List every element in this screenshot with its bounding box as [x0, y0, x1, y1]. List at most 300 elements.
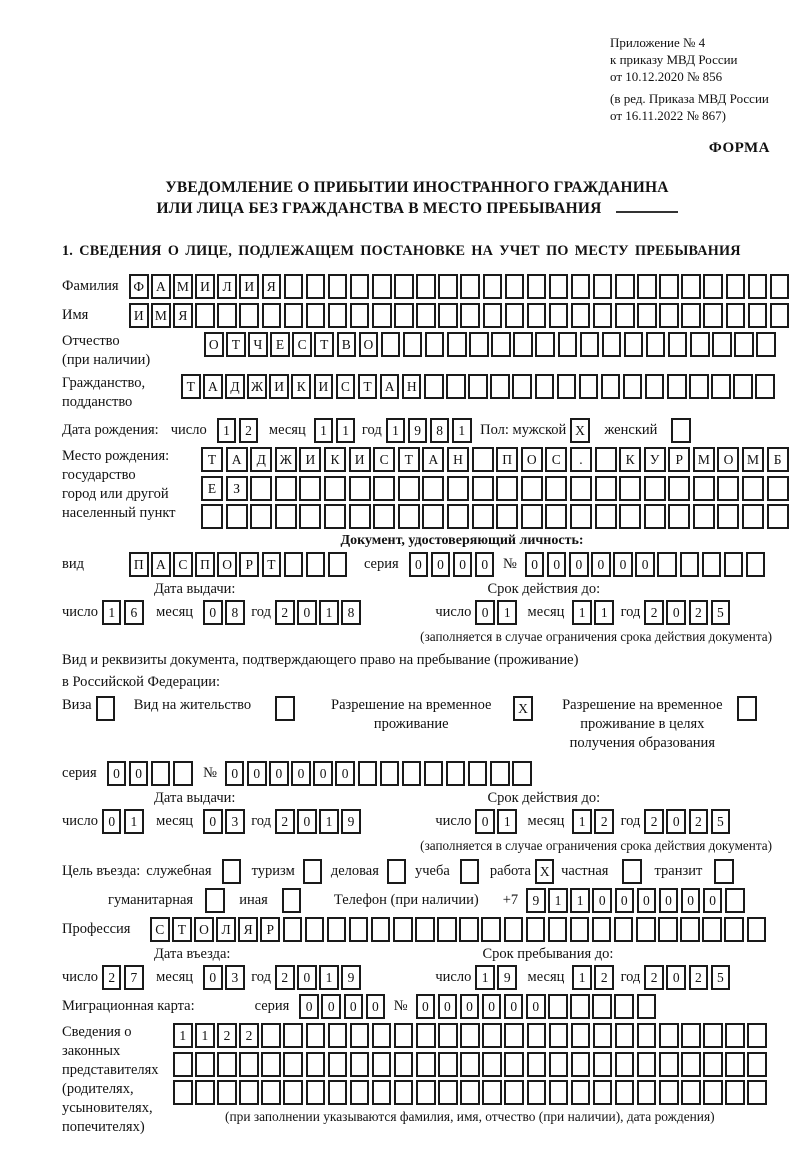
- char-box[interactable]: [712, 332, 732, 357]
- char-box[interactable]: [460, 1052, 480, 1077]
- char-box[interactable]: 2: [689, 809, 709, 834]
- char-box[interactable]: [350, 303, 370, 328]
- char-box[interactable]: [239, 303, 259, 328]
- char-box[interactable]: [261, 1052, 281, 1077]
- char-box[interactable]: [671, 418, 691, 443]
- char-box[interactable]: [305, 917, 325, 942]
- char-box[interactable]: [472, 504, 494, 529]
- char-box[interactable]: [593, 303, 613, 328]
- char-box[interactable]: Я: [238, 917, 258, 942]
- char-box[interactable]: [482, 1052, 502, 1077]
- char-box[interactable]: Т: [314, 332, 334, 357]
- char-box[interactable]: [570, 994, 590, 1019]
- char-box[interactable]: 0: [613, 552, 633, 577]
- char-box[interactable]: 5: [711, 965, 731, 990]
- char-box[interactable]: [680, 552, 700, 577]
- char-box[interactable]: [217, 1080, 237, 1105]
- char-box[interactable]: [636, 917, 656, 942]
- char-box[interactable]: [767, 504, 789, 529]
- char-box[interactable]: [328, 1080, 348, 1105]
- char-box[interactable]: 0: [666, 965, 686, 990]
- char-box[interactable]: [394, 1052, 414, 1077]
- char-box[interactable]: [571, 1052, 591, 1077]
- char-box[interactable]: 2: [689, 965, 709, 990]
- char-box[interactable]: [614, 994, 634, 1019]
- char-box[interactable]: [306, 1052, 326, 1077]
- char-box[interactable]: [283, 1023, 303, 1048]
- char-box[interactable]: У: [644, 447, 666, 472]
- char-box[interactable]: [328, 303, 348, 328]
- char-box[interactable]: [624, 332, 644, 357]
- char-box[interactable]: 2: [594, 809, 614, 834]
- char-box[interactable]: [717, 476, 739, 501]
- char-box[interactable]: 0: [460, 994, 480, 1019]
- char-box[interactable]: [459, 917, 479, 942]
- char-box[interactable]: [394, 274, 414, 299]
- char-box[interactable]: [693, 476, 715, 501]
- char-box[interactable]: [504, 917, 524, 942]
- char-box[interactable]: 3: [225, 809, 245, 834]
- char-box[interactable]: [645, 374, 665, 399]
- char-box[interactable]: [637, 274, 657, 299]
- char-box[interactable]: Ч: [248, 332, 268, 357]
- char-box[interactable]: [275, 696, 295, 721]
- char-box[interactable]: [690, 332, 710, 357]
- char-box[interactable]: [222, 859, 242, 884]
- char-box[interactable]: [658, 917, 678, 942]
- char-box[interactable]: [614, 917, 634, 942]
- char-box[interactable]: 9: [341, 965, 361, 990]
- char-box[interactable]: 9: [408, 418, 428, 443]
- char-box[interactable]: 1: [548, 888, 568, 913]
- char-box[interactable]: 2: [102, 965, 122, 990]
- char-box[interactable]: [737, 696, 757, 721]
- char-box[interactable]: [747, 1023, 767, 1048]
- char-box[interactable]: 1: [570, 888, 590, 913]
- char-box[interactable]: 0: [438, 994, 458, 1019]
- char-box[interactable]: [535, 332, 555, 357]
- char-box[interactable]: 0: [416, 994, 436, 1019]
- char-box[interactable]: 0: [475, 552, 495, 577]
- char-box[interactable]: [579, 374, 599, 399]
- char-box[interactable]: 0: [129, 761, 149, 786]
- char-box[interactable]: [767, 476, 789, 501]
- char-box[interactable]: [549, 1080, 569, 1105]
- char-box[interactable]: З: [226, 476, 248, 501]
- char-box[interactable]: К: [291, 374, 311, 399]
- char-box[interactable]: [422, 476, 444, 501]
- char-box[interactable]: 1: [124, 809, 144, 834]
- char-box[interactable]: В: [337, 332, 357, 357]
- char-box[interactable]: [460, 1023, 480, 1048]
- char-box[interactable]: [460, 274, 480, 299]
- char-box[interactable]: 1: [452, 418, 472, 443]
- char-box[interactable]: [521, 504, 543, 529]
- char-box[interactable]: 0: [291, 761, 311, 786]
- char-box[interactable]: [398, 504, 420, 529]
- char-box[interactable]: [726, 303, 746, 328]
- char-box[interactable]: [460, 1080, 480, 1105]
- char-box[interactable]: И: [195, 274, 215, 299]
- char-box[interactable]: С: [545, 447, 567, 472]
- char-box[interactable]: [358, 761, 378, 786]
- char-box[interactable]: [372, 1023, 392, 1048]
- char-box[interactable]: [371, 917, 391, 942]
- char-box[interactable]: 0: [247, 761, 267, 786]
- char-box[interactable]: [195, 303, 215, 328]
- char-box[interactable]: [693, 504, 715, 529]
- char-box[interactable]: [527, 1023, 547, 1048]
- char-box[interactable]: [571, 1080, 591, 1105]
- char-box[interactable]: О: [217, 552, 237, 577]
- char-box[interactable]: [637, 303, 657, 328]
- char-box[interactable]: 0: [666, 809, 686, 834]
- char-box[interactable]: 0: [225, 761, 245, 786]
- char-box[interactable]: [96, 696, 116, 721]
- char-box[interactable]: 1: [319, 809, 339, 834]
- char-box[interactable]: А: [422, 447, 444, 472]
- char-box[interactable]: [615, 1080, 635, 1105]
- char-box[interactable]: А: [151, 274, 171, 299]
- char-box[interactable]: [725, 1023, 745, 1048]
- char-box[interactable]: [299, 476, 321, 501]
- char-box[interactable]: [681, 303, 701, 328]
- char-box[interactable]: [438, 1023, 458, 1048]
- char-box[interactable]: [659, 303, 679, 328]
- char-box[interactable]: О: [717, 447, 739, 472]
- char-box[interactable]: [446, 374, 466, 399]
- char-box[interactable]: [545, 504, 567, 529]
- char-box[interactable]: 2: [644, 965, 664, 990]
- char-box[interactable]: Т: [172, 917, 192, 942]
- char-box[interactable]: [742, 476, 764, 501]
- char-box[interactable]: [394, 1023, 414, 1048]
- char-box[interactable]: [350, 1052, 370, 1077]
- char-box[interactable]: 2: [275, 600, 295, 625]
- char-box[interactable]: [659, 1023, 679, 1048]
- char-box[interactable]: 0: [344, 994, 364, 1019]
- char-box[interactable]: [748, 274, 768, 299]
- char-box[interactable]: 1: [314, 418, 334, 443]
- char-box[interactable]: [306, 1080, 326, 1105]
- char-box[interactable]: [549, 303, 569, 328]
- char-box[interactable]: [283, 917, 303, 942]
- char-box[interactable]: [615, 274, 635, 299]
- char-box[interactable]: [460, 303, 480, 328]
- char-box[interactable]: [748, 303, 768, 328]
- char-box[interactable]: [659, 1080, 679, 1105]
- char-box[interactable]: О: [359, 332, 379, 357]
- char-box[interactable]: 2: [217, 1023, 237, 1048]
- char-box[interactable]: [644, 476, 666, 501]
- char-box[interactable]: 2: [644, 600, 664, 625]
- char-box[interactable]: [570, 504, 592, 529]
- char-box[interactable]: Б: [767, 447, 789, 472]
- char-box[interactable]: [571, 303, 591, 328]
- char-box[interactable]: 0: [297, 965, 317, 990]
- char-box[interactable]: С: [336, 374, 356, 399]
- char-box[interactable]: И: [299, 447, 321, 472]
- char-box[interactable]: А: [226, 447, 248, 472]
- char-box[interactable]: [747, 1080, 767, 1105]
- char-box[interactable]: [373, 476, 395, 501]
- char-box[interactable]: [483, 303, 503, 328]
- char-box[interactable]: Е: [201, 476, 223, 501]
- char-box[interactable]: 1: [572, 965, 592, 990]
- char-box[interactable]: [261, 1080, 281, 1105]
- char-box[interactable]: [580, 332, 600, 357]
- char-box[interactable]: Л: [217, 274, 237, 299]
- char-box[interactable]: [548, 994, 568, 1019]
- char-box[interactable]: 0: [504, 994, 524, 1019]
- char-box[interactable]: [770, 274, 790, 299]
- char-box[interactable]: Р: [668, 447, 690, 472]
- char-box[interactable]: [226, 504, 248, 529]
- char-box[interactable]: [262, 303, 282, 328]
- char-box[interactable]: С: [292, 332, 312, 357]
- char-box[interactable]: 8: [341, 600, 361, 625]
- char-box[interactable]: [349, 476, 371, 501]
- char-box[interactable]: [416, 1080, 436, 1105]
- char-box[interactable]: [725, 888, 745, 913]
- char-box[interactable]: [415, 917, 435, 942]
- char-box[interactable]: 1: [572, 809, 592, 834]
- char-box[interactable]: Д: [225, 374, 245, 399]
- char-box[interactable]: 0: [666, 600, 686, 625]
- char-box[interactable]: [593, 1052, 613, 1077]
- char-box[interactable]: С: [173, 552, 193, 577]
- char-box[interactable]: [299, 504, 321, 529]
- char-box[interactable]: [328, 1052, 348, 1077]
- char-box[interactable]: [521, 476, 543, 501]
- char-box[interactable]: [373, 504, 395, 529]
- char-box[interactable]: [622, 859, 642, 884]
- char-box[interactable]: А: [203, 374, 223, 399]
- char-box[interactable]: [201, 504, 223, 529]
- char-box[interactable]: [571, 274, 591, 299]
- char-box[interactable]: [250, 476, 272, 501]
- char-box[interactable]: 8: [225, 600, 245, 625]
- char-box[interactable]: [742, 504, 764, 529]
- char-box[interactable]: [283, 1052, 303, 1077]
- char-box[interactable]: 0: [107, 761, 127, 786]
- char-box[interactable]: [681, 1080, 701, 1105]
- char-box[interactable]: [637, 994, 657, 1019]
- char-box[interactable]: Ж: [275, 447, 297, 472]
- char-box[interactable]: [646, 332, 666, 357]
- char-box[interactable]: [173, 1052, 193, 1077]
- char-box[interactable]: 2: [275, 809, 295, 834]
- char-box[interactable]: [416, 274, 436, 299]
- char-box[interactable]: [593, 274, 613, 299]
- char-box[interactable]: [615, 303, 635, 328]
- char-box[interactable]: [619, 504, 641, 529]
- char-box[interactable]: 1: [594, 600, 614, 625]
- char-box[interactable]: [328, 1023, 348, 1048]
- char-box[interactable]: Н: [402, 374, 422, 399]
- char-box[interactable]: [659, 1052, 679, 1077]
- char-box[interactable]: Т: [398, 447, 420, 472]
- char-box[interactable]: [756, 332, 776, 357]
- char-box[interactable]: 1: [497, 600, 517, 625]
- char-box[interactable]: [306, 1023, 326, 1048]
- char-box[interactable]: [173, 1080, 193, 1105]
- char-box[interactable]: [717, 504, 739, 529]
- char-box[interactable]: [668, 476, 690, 501]
- char-box[interactable]: И: [129, 303, 149, 328]
- char-box[interactable]: Д: [250, 447, 272, 472]
- char-box[interactable]: [328, 552, 348, 577]
- char-box[interactable]: 0: [409, 552, 429, 577]
- char-box[interactable]: [381, 332, 401, 357]
- char-box[interactable]: [372, 1052, 392, 1077]
- char-box[interactable]: [425, 332, 445, 357]
- char-box[interactable]: [496, 476, 518, 501]
- char-box[interactable]: [283, 1080, 303, 1105]
- char-box[interactable]: [491, 332, 511, 357]
- char-box[interactable]: 1: [386, 418, 406, 443]
- char-box[interactable]: [703, 1052, 723, 1077]
- char-box[interactable]: Р: [260, 917, 280, 942]
- char-box[interactable]: [505, 274, 525, 299]
- char-box[interactable]: [490, 374, 510, 399]
- char-box[interactable]: 1: [475, 965, 495, 990]
- char-box[interactable]: [527, 274, 547, 299]
- char-box[interactable]: Я: [173, 303, 193, 328]
- char-box[interactable]: 0: [313, 761, 333, 786]
- char-box[interactable]: 3: [225, 965, 245, 990]
- char-box[interactable]: [755, 374, 775, 399]
- char-box[interactable]: [496, 504, 518, 529]
- char-box[interactable]: X: [535, 859, 555, 884]
- char-box[interactable]: [703, 303, 723, 328]
- char-box[interactable]: [438, 303, 458, 328]
- char-box[interactable]: [372, 303, 392, 328]
- char-box[interactable]: [349, 917, 369, 942]
- char-box[interactable]: [446, 761, 466, 786]
- char-box[interactable]: [481, 917, 501, 942]
- char-box[interactable]: [424, 374, 444, 399]
- char-box[interactable]: 1: [173, 1023, 193, 1048]
- char-box[interactable]: [668, 332, 688, 357]
- char-box[interactable]: [239, 1052, 259, 1077]
- char-box[interactable]: [593, 1023, 613, 1048]
- char-box[interactable]: [438, 274, 458, 299]
- char-box[interactable]: [725, 1052, 745, 1077]
- char-box[interactable]: [734, 332, 754, 357]
- char-box[interactable]: [703, 274, 723, 299]
- char-box[interactable]: [545, 476, 567, 501]
- char-box[interactable]: [668, 504, 690, 529]
- char-box[interactable]: [512, 761, 532, 786]
- char-box[interactable]: [490, 761, 510, 786]
- char-box[interactable]: [535, 374, 555, 399]
- char-box[interactable]: [601, 374, 621, 399]
- char-box[interactable]: М: [173, 274, 193, 299]
- char-box[interactable]: [593, 1080, 613, 1105]
- char-box[interactable]: 1: [336, 418, 356, 443]
- char-box[interactable]: 1: [572, 600, 592, 625]
- char-box[interactable]: [303, 859, 323, 884]
- char-box[interactable]: 9: [497, 965, 517, 990]
- char-box[interactable]: [468, 761, 488, 786]
- char-box[interactable]: [398, 476, 420, 501]
- char-box[interactable]: 8: [430, 418, 450, 443]
- char-box[interactable]: [250, 504, 272, 529]
- char-box[interactable]: [416, 303, 436, 328]
- char-box[interactable]: 1: [102, 600, 122, 625]
- char-box[interactable]: [724, 917, 744, 942]
- char-box[interactable]: [482, 1023, 502, 1048]
- char-box[interactable]: Н: [447, 447, 469, 472]
- char-box[interactable]: [504, 1023, 524, 1048]
- char-box[interactable]: [284, 552, 304, 577]
- char-box[interactable]: 0: [321, 994, 341, 1019]
- char-box[interactable]: 0: [431, 552, 451, 577]
- char-box[interactable]: [387, 859, 407, 884]
- char-box[interactable]: [324, 504, 346, 529]
- char-box[interactable]: [349, 504, 371, 529]
- char-box[interactable]: [637, 1052, 657, 1077]
- char-box[interactable]: 0: [269, 761, 289, 786]
- char-box[interactable]: 2: [689, 600, 709, 625]
- char-box[interactable]: [746, 552, 766, 577]
- char-box[interactable]: 0: [453, 552, 473, 577]
- char-box[interactable]: 7: [124, 965, 144, 990]
- char-box[interactable]: А: [151, 552, 171, 577]
- char-box[interactable]: [513, 332, 533, 357]
- char-box[interactable]: Т: [226, 332, 246, 357]
- char-box[interactable]: [602, 332, 622, 357]
- char-box[interactable]: [615, 1023, 635, 1048]
- char-box[interactable]: [460, 859, 480, 884]
- char-box[interactable]: X: [513, 696, 533, 721]
- char-box[interactable]: [205, 888, 225, 913]
- char-box[interactable]: [482, 1080, 502, 1105]
- char-box[interactable]: Я: [262, 274, 282, 299]
- char-box[interactable]: 0: [475, 600, 495, 625]
- char-box[interactable]: 0: [703, 888, 723, 913]
- char-box[interactable]: [527, 303, 547, 328]
- char-box[interactable]: А: [380, 374, 400, 399]
- char-box[interactable]: Т: [262, 552, 282, 577]
- char-box[interactable]: [504, 1080, 524, 1105]
- char-box[interactable]: И: [314, 374, 334, 399]
- char-box[interactable]: 1: [319, 600, 339, 625]
- char-box[interactable]: 0: [591, 552, 611, 577]
- char-box[interactable]: [173, 761, 193, 786]
- char-box[interactable]: [275, 476, 297, 501]
- char-box[interactable]: [217, 1052, 237, 1077]
- char-box[interactable]: [512, 374, 532, 399]
- char-box[interactable]: [239, 1080, 259, 1105]
- char-box[interactable]: 2: [239, 1023, 259, 1048]
- char-box[interactable]: [284, 274, 304, 299]
- char-box[interactable]: 6: [124, 600, 144, 625]
- char-box[interactable]: [350, 274, 370, 299]
- char-box[interactable]: [770, 303, 790, 328]
- char-box[interactable]: П: [129, 552, 149, 577]
- char-box[interactable]: [595, 447, 617, 472]
- char-box[interactable]: [615, 1052, 635, 1077]
- char-box[interactable]: 5: [711, 809, 731, 834]
- char-box[interactable]: 0: [366, 994, 386, 1019]
- char-box[interactable]: [472, 447, 494, 472]
- char-box[interactable]: [711, 374, 731, 399]
- char-box[interactable]: [275, 504, 297, 529]
- char-box[interactable]: X: [570, 418, 590, 443]
- char-box[interactable]: [689, 374, 709, 399]
